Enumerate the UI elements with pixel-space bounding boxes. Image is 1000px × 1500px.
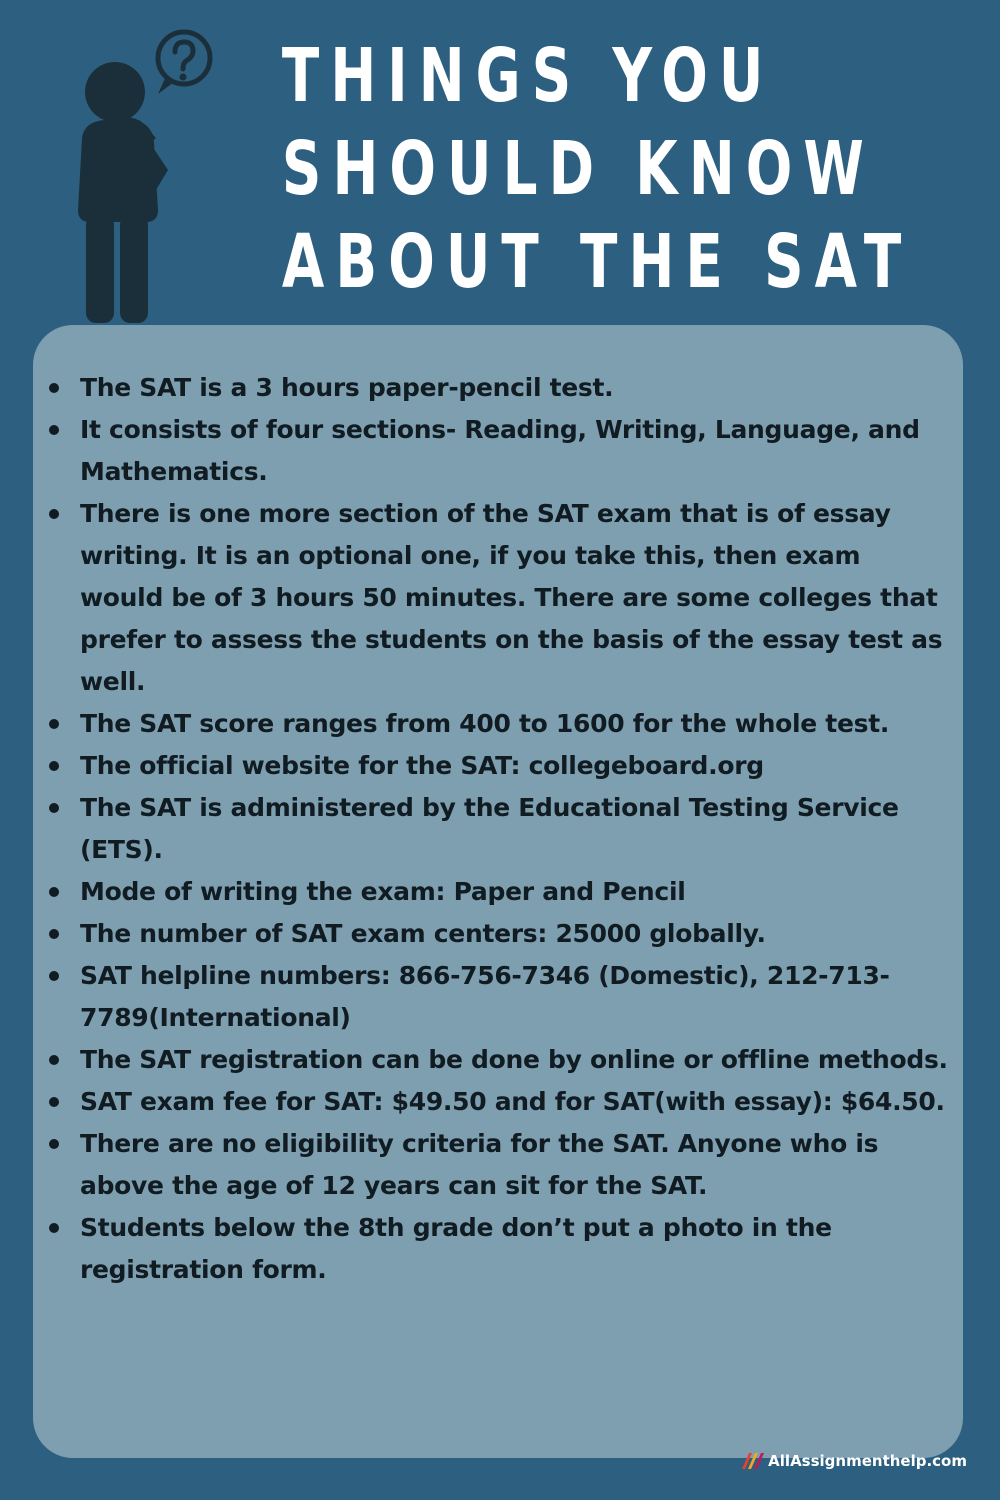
title-line-3: ABOUT THE SAT: [281, 219, 913, 305]
fact-item: [80, 1207, 948, 1291]
facts-list: [80, 367, 948, 1291]
bullet-icon: [49, 1097, 59, 1107]
bullet-icon: [49, 971, 59, 981]
bullet-icon: [49, 929, 59, 939]
fact-item: [80, 1039, 948, 1081]
bullet-icon: [49, 803, 59, 813]
fact-text: The official website for the SAT: collegeboard.org: [80, 751, 764, 780]
fact-item: [80, 745, 948, 787]
title-line-2: SHOULD KNOW: [281, 126, 875, 212]
bullet-icon: [49, 425, 59, 435]
fact-text: SAT helpline numbers: 866-756-7346 (Domestic), 212-713-7789(International): [80, 961, 890, 1032]
bullet-icon: [49, 1139, 59, 1149]
fact-text: The SAT is a 3 hours paper-pencil test.: [80, 373, 614, 402]
fact-item: [80, 1123, 948, 1207]
brand-text: AllAssignmenthelp.com: [768, 1452, 967, 1470]
allassignmenthelp-logo-icon: [741, 1452, 765, 1470]
bullet-icon: [49, 383, 59, 393]
fact-item: [80, 871, 948, 913]
bullet-icon: [49, 509, 59, 519]
fact-item: [80, 493, 948, 703]
fact-text: There is one more section of the SAT exam that is of essay writing. It is an optional one, if you take this, then exam would be of 3 hours 50 minutes. There are some colleges that prefer to assess the students on the basis of the essay test as well.: [80, 499, 943, 696]
fact-item: [80, 409, 948, 493]
title-line-1: THINGS YOU: [281, 33, 775, 119]
fact-text: The SAT is administered by the Educational Testing Service (ETS).: [80, 793, 899, 864]
thinking-person-icon: [60, 10, 230, 330]
fact-text: The SAT registration can be done by online or offline methods.: [80, 1045, 948, 1074]
fact-text: The SAT score ranges from 400 to 1600 for the whole test.: [80, 709, 890, 738]
bullet-icon: [49, 1223, 59, 1233]
fact-item: [80, 367, 948, 409]
bullet-icon: [49, 719, 59, 729]
bullet-icon: [49, 761, 59, 771]
bullet-icon: [49, 887, 59, 897]
fact-text: Mode of writing the exam: Paper and Pencil: [80, 877, 686, 906]
fact-item: [80, 787, 948, 871]
bullet-icon: [49, 1055, 59, 1065]
fact-text: There are no eligibility criteria for the SAT. Anyone who is above the age of 12 years can sit for the SAT.: [80, 1129, 879, 1200]
fact-text: The number of SAT exam centers: 25000 globally.: [80, 919, 766, 948]
fact-item: [80, 703, 948, 745]
fact-text: SAT exam fee for SAT: $49.50 and for SAT(with essay): $64.50.: [80, 1087, 945, 1116]
facts-card: [33, 325, 963, 1458]
fact-item: [80, 955, 948, 1039]
fact-item: [80, 1081, 948, 1123]
fact-item: [80, 913, 948, 955]
brand-watermark: [741, 1452, 967, 1470]
page-title: [281, 30, 913, 309]
fact-text: Students below the 8th grade don’t put a photo in the registration form.: [80, 1213, 832, 1284]
fact-text: It consists of four sections- Reading, Writing, Language, and Mathematics.: [80, 415, 920, 486]
